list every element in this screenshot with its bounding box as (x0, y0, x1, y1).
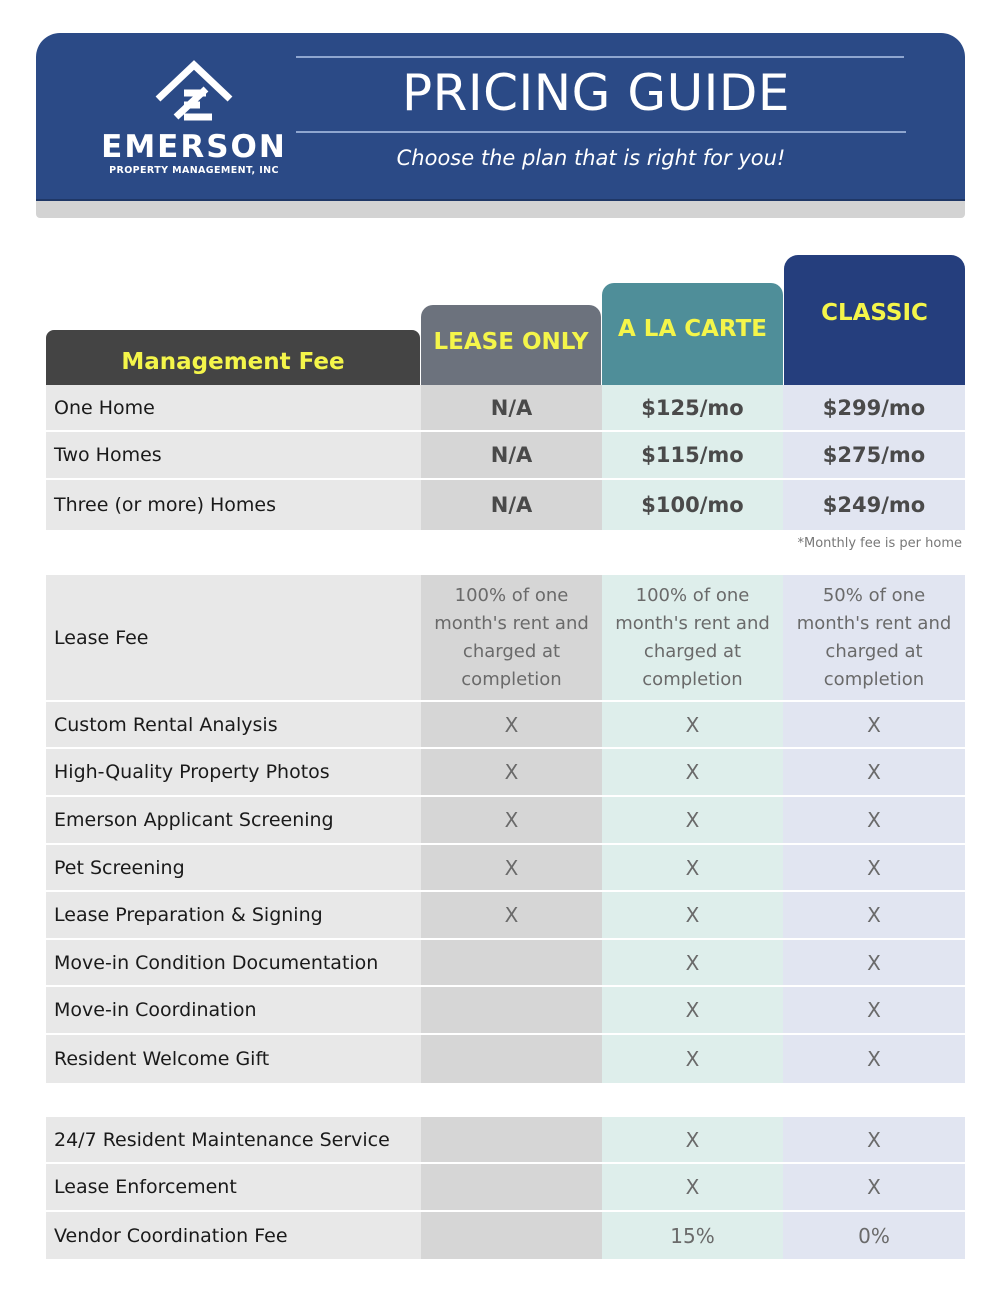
classic-mark: X (867, 760, 881, 784)
lease-only-mark: X (504, 903, 519, 927)
table-row (46, 940, 965, 987)
row-label: Pet Screening (46, 845, 421, 890)
lease-only-mark: X (504, 712, 519, 737)
table-row (46, 1212, 965, 1259)
footnote: *Monthly fee is per home (797, 536, 962, 551)
a-la-carte-mark: X (685, 760, 700, 784)
services-table (46, 1117, 965, 1259)
a-la-carte-mark: X (685, 903, 700, 927)
a-la-carte-lease-fee: 100% of one month's rent and charged at completion (615, 584, 770, 690)
emerson-house-logo-icon (154, 59, 234, 121)
lease-only-mark: X (504, 808, 519, 832)
classic-mark: X (867, 950, 881, 975)
table-row (46, 797, 965, 845)
classic-mark: X (867, 998, 881, 1022)
classic-mark: 0% (858, 1223, 890, 1248)
header-rule-bottom (296, 131, 906, 133)
table-row (46, 1035, 965, 1083)
table-row (46, 575, 965, 702)
column-header-a-la-carte: A LA CARTE (602, 283, 783, 385)
row-label: Vendor Coordination Fee (46, 1212, 421, 1259)
classic-mark: X (867, 903, 881, 927)
lease-only-mark: X (504, 855, 519, 880)
a-la-carte-mark: X (685, 712, 700, 737)
a-la-carte-mark: X (685, 808, 700, 832)
lease-only-mark: X (504, 760, 519, 784)
classic-price: $249/mo (822, 493, 926, 517)
classic-mark: X (867, 855, 881, 880)
brand-subname: PROPERTY MANAGEMENT, INC (109, 165, 279, 176)
table-row (46, 845, 965, 892)
row-label: Three (or more) Homes (46, 480, 421, 530)
a-la-carte-mark: X (685, 1047, 700, 1071)
table-row (46, 432, 965, 480)
a-la-carte-mark: X (685, 855, 700, 880)
table-row (46, 702, 965, 749)
row-label: Lease Fee (46, 575, 421, 700)
a-la-carte-price: $115/mo (641, 443, 744, 467)
leasing-table (46, 575, 965, 1083)
classic-mark: X (867, 712, 881, 737)
row-label: Emerson Applicant Screening (46, 797, 421, 843)
a-la-carte-price: $100/mo (641, 493, 744, 517)
a-la-carte-mark: X (685, 998, 700, 1022)
header-rule-top (296, 56, 904, 58)
row-label: 24/7 Resident Maintenance Service (46, 1117, 421, 1162)
table-row (46, 749, 965, 797)
a-la-carte-mark: X (685, 1127, 700, 1152)
row-label: One Home (46, 385, 421, 430)
classic-price: $275/mo (822, 443, 926, 467)
row-label: Move-in Coordination (46, 987, 421, 1033)
classic-mark: X (867, 1047, 881, 1071)
a-la-carte-price: $125/mo (641, 395, 744, 420)
table-row (46, 987, 965, 1035)
a-la-carte-mark: X (685, 1175, 700, 1199)
row-label: Resident Welcome Gift (46, 1035, 421, 1083)
table-row (46, 1164, 965, 1212)
table-row (46, 892, 965, 940)
page-subtitle: Choose the plan that is right for you! (396, 146, 786, 170)
brand-name: EMERSON (101, 129, 287, 165)
banner-shadow (36, 198, 965, 218)
column-header-classic: CLASSIC (784, 255, 965, 385)
row-label: Custom Rental Analysis (46, 702, 421, 747)
classic-price: $299/mo (822, 395, 926, 420)
table-row (46, 1117, 965, 1164)
classic-mark: X (867, 1127, 881, 1152)
brand-logo (72, 55, 312, 195)
table-row (46, 480, 965, 530)
lease-only-price: N/A (490, 493, 533, 517)
classic-mark: X (867, 808, 881, 832)
row-label: Move-in Condition Documentation (46, 940, 421, 985)
table-row (46, 385, 965, 432)
row-label: High-Quality Property Photos (46, 749, 421, 795)
classic-mark: X (867, 1175, 881, 1199)
lease-only-price: N/A (490, 443, 533, 467)
page-title: PRICING GUIDE (401, 64, 791, 122)
column-header-management-fee: Management Fee (46, 330, 420, 385)
classic-lease-fee: 50% of one month's rent and charged at completion (796, 584, 952, 690)
a-la-carte-mark: X (685, 950, 700, 975)
row-label: Lease Preparation & Signing (46, 892, 421, 938)
row-label: Lease Enforcement (46, 1164, 421, 1210)
row-label: Two Homes (46, 432, 421, 478)
a-la-carte-mark: 15% (670, 1223, 715, 1248)
management-fee-table (46, 385, 965, 530)
column-header-lease-only: LEASE ONLY (421, 305, 601, 385)
lease-only-price: N/A (490, 395, 533, 420)
lease-only-lease-fee: 100% of one month's rent and charged at completion (434, 584, 589, 690)
